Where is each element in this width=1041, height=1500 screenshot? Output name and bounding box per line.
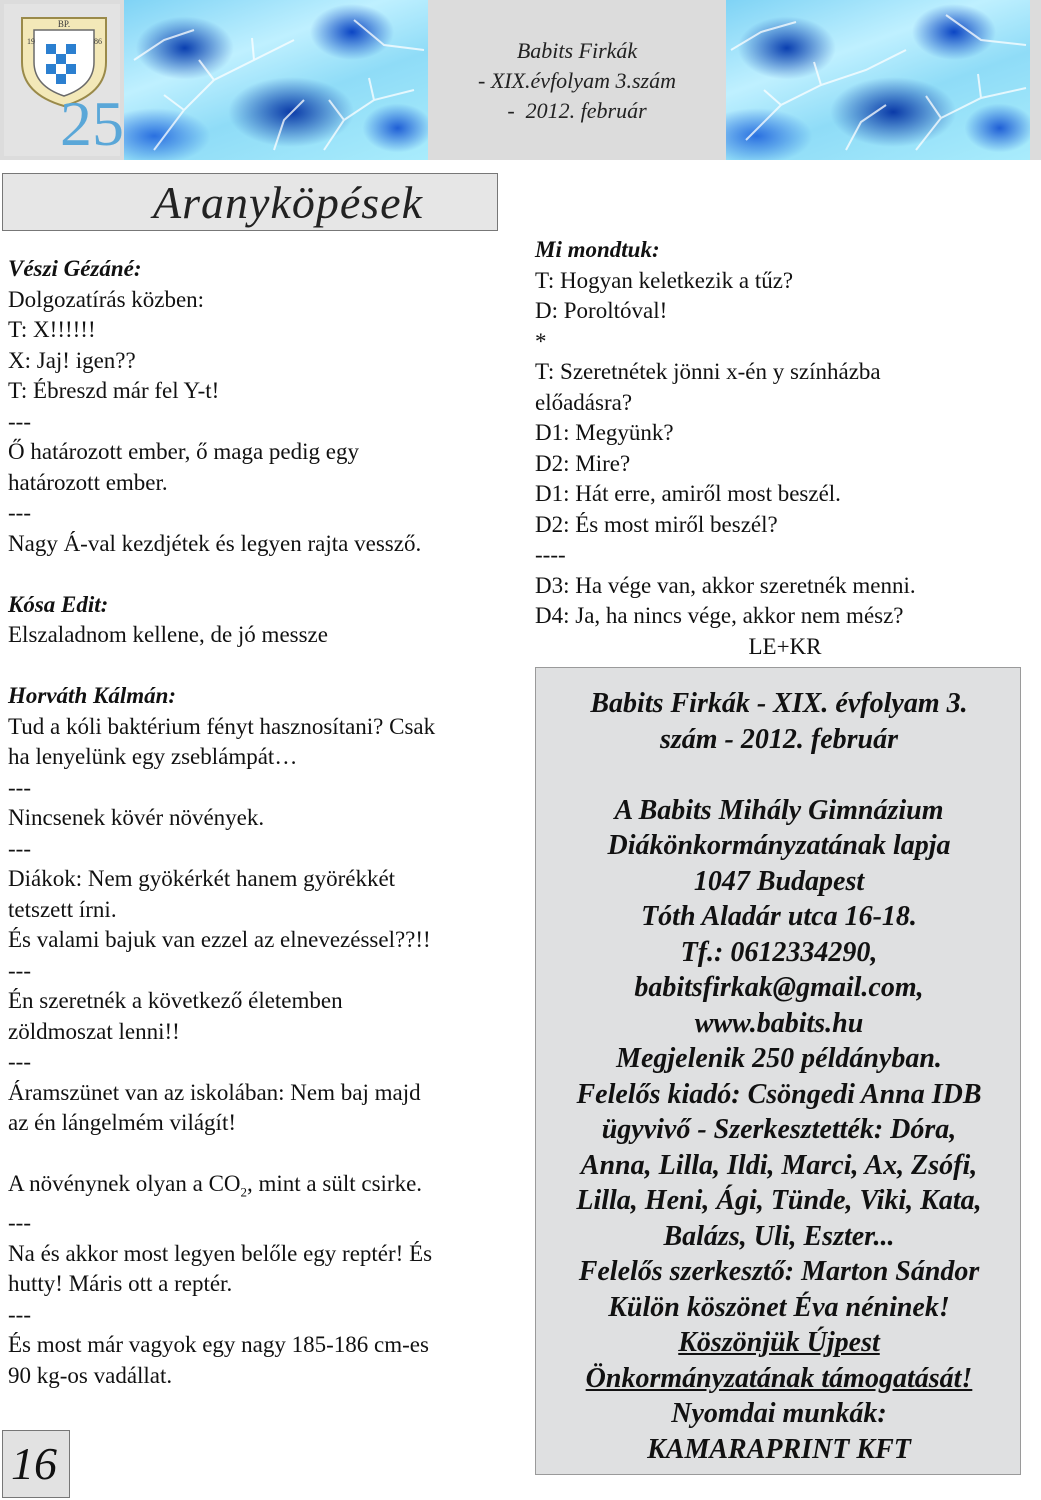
svg-text:BP.: BP. [57,19,71,29]
quote-line: --- [8,1301,31,1327]
quote-line: D1: Megyünk? [535,420,674,445]
masthead [428,36,726,126]
info-line: babitsfirkak@gmail.com, [634,972,924,1003]
quote-line: D4: Ja, ha nincs vége, akkor nem mész? [535,603,904,628]
quote-line: T: X!!!!!! [8,317,96,342]
info-line: Babits Firkák - XIX. évfolyam 3. [590,688,968,719]
quote-text: A növénynek olyan a CO [8,1171,241,1196]
speaker-name: Kósa Edit: [8,591,109,617]
author-signature: LE+KR [748,633,822,659]
quote-text: , mint a sült csirke. [247,1171,423,1196]
quote-line: --- [8,774,31,800]
quote-line: --- [8,1049,31,1074]
quote-line: D2: És most miről beszél? [535,511,778,537]
section-title: Aranyköpések [153,177,423,228]
quote-line: ha lenyelünk egy zseblámpát… [8,744,298,769]
info-line: Tóth Aladár utca 16-18. [641,901,917,932]
frost-image-right [726,0,1030,160]
page-number: 16 [11,1438,57,1489]
quote-line: határozott ember. [8,469,168,495]
right-column-quotes [535,235,1035,662]
info-line [536,757,1022,793]
spacer [8,651,528,682]
quote-line: D: Poroltóval! [535,298,668,323]
info-line: Felelős szerkesztő: Marton Sándor [578,1256,980,1287]
speaker-name: Horváth Kálmán: [8,683,177,708]
info-line: KAMARAPRINT KFT [647,1433,911,1465]
left-column-quotes [8,254,528,1391]
anniversary-number: 25 [60,88,124,159]
speaker-name: Mi mondtuk: [535,237,660,262]
quote-line: Nincsenek kövér növények. [8,805,265,830]
speaker-name: Vészi Gézáné: [8,256,142,281]
info-line: Balázs, Uli, Eszter... [663,1220,895,1252]
quote-line: --- [8,500,31,525]
quote-line: Na és akkor most legyen belőle egy reptér! És [8,1240,433,1266]
quote-line: T: Szeretnétek jönni x-én y színházba [535,359,881,384]
info-line: Nyomdai munkák: [671,1398,887,1429]
quote-line: --- [8,1210,31,1236]
quote-line: ---- [535,542,566,567]
school-logo [4,4,124,159]
info-line: Külön köszönet Éva néninek! [608,1291,950,1323]
quote-line: Ő határozott ember, ő maga pedig egy [8,439,359,464]
info-line: Lilla, Heni, Ági, Tünde, Viki, Kata, [576,1185,982,1216]
quote-line: az én lángelmém világít! [8,1110,236,1135]
info-line: Felelős kiadó: Csöngedi Anna IDB [576,1078,982,1110]
frost-image-left [124,0,428,160]
svg-text:19: 19 [27,37,35,46]
info-line: 1047 Budapest [693,865,865,897]
publication-info-text [536,686,1022,1467]
page-header [0,0,1041,160]
quote-line: Tud a kóli baktérium fényt hasznosítani? Csak [8,713,436,739]
info-line: Tf.: 0612334290, [680,936,878,968]
quote-line: Nagy Á-val kezdjétek és legyen rajta vessző. [8,530,422,556]
quote-line: --- [8,957,31,983]
quote-line: 90 kg-os vadállat. [8,1362,173,1388]
info-line: Önkormányzatának támogatását! [585,1362,973,1394]
quote-line: Elszaladnom kellene, de jó messze [8,622,328,647]
subscript: 2 [240,1184,248,1200]
quote-line: És most már vagyok egy nagy 185-186 cm-es [8,1332,429,1358]
info-line: www.babits.hu [694,1007,864,1039]
quote-line [8,1169,528,1208]
quote-line: hutty! Máris ott a reptér. [8,1271,233,1297]
quote-line: Áramszünet van az iskolában: Nem baj majd [8,1079,421,1105]
spacer [8,1139,528,1170]
quote-line: D3: Ha vége van, akkor szeretnék menni. [535,572,916,598]
quote-line: Diákok: Nem gyökérkét hanem györékkét [8,866,396,891]
section-title-box [2,173,498,231]
svg-text:86: 86 [94,37,102,46]
spacer [8,559,528,590]
quote-line: D2: Mire? [535,450,631,476]
quote-line: előadásra? [535,389,633,415]
quote-line: T: Ébreszd már fel Y-t! [8,378,220,403]
info-line: Anna, Lilla, Ildi, Marci, Ax, Zsófi, [580,1149,978,1181]
publication-info-box [535,667,1021,1475]
page-number-box [2,1430,70,1498]
info-line: Köszönjük Újpest [678,1327,880,1358]
quote-line: * [535,328,547,354]
quote-line: Én szeretnék a következő életemben [8,988,343,1013]
masthead-title: Babits Firkák [516,38,638,63]
info-line: Megjelenik 250 példányban. [616,1043,942,1074]
info-line: Diákönkormányzatának lapja [607,830,951,861]
quote-line: --- [8,835,31,861]
masthead-volume: - XIX.évfolyam 3.szám [478,68,676,93]
masthead-date: - 2012. február [507,98,647,123]
quote-line: --- [8,408,31,434]
quote-line: És valami bajuk van ezzel az elnevezéssel??!! [8,927,431,952]
quote-line: tetszett írni. [8,896,117,922]
quote-line: T: Hogyan keletkezik a tűz? [535,267,794,293]
info-line: ügyvivő - Szerkesztették: Dóra, [601,1114,957,1145]
info-line: szám - 2012. február [659,723,898,755]
quote-line: X: Jaj! igen?? [8,347,136,373]
quote-line: D1: Hát erre, amiről most beszél. [535,481,841,506]
quote-line: zöldmoszat lenni!! [8,1018,180,1044]
quote-line: Dolgozatírás közben: [8,286,205,312]
info-line: A Babits Mihály Gimnázium [614,794,944,826]
